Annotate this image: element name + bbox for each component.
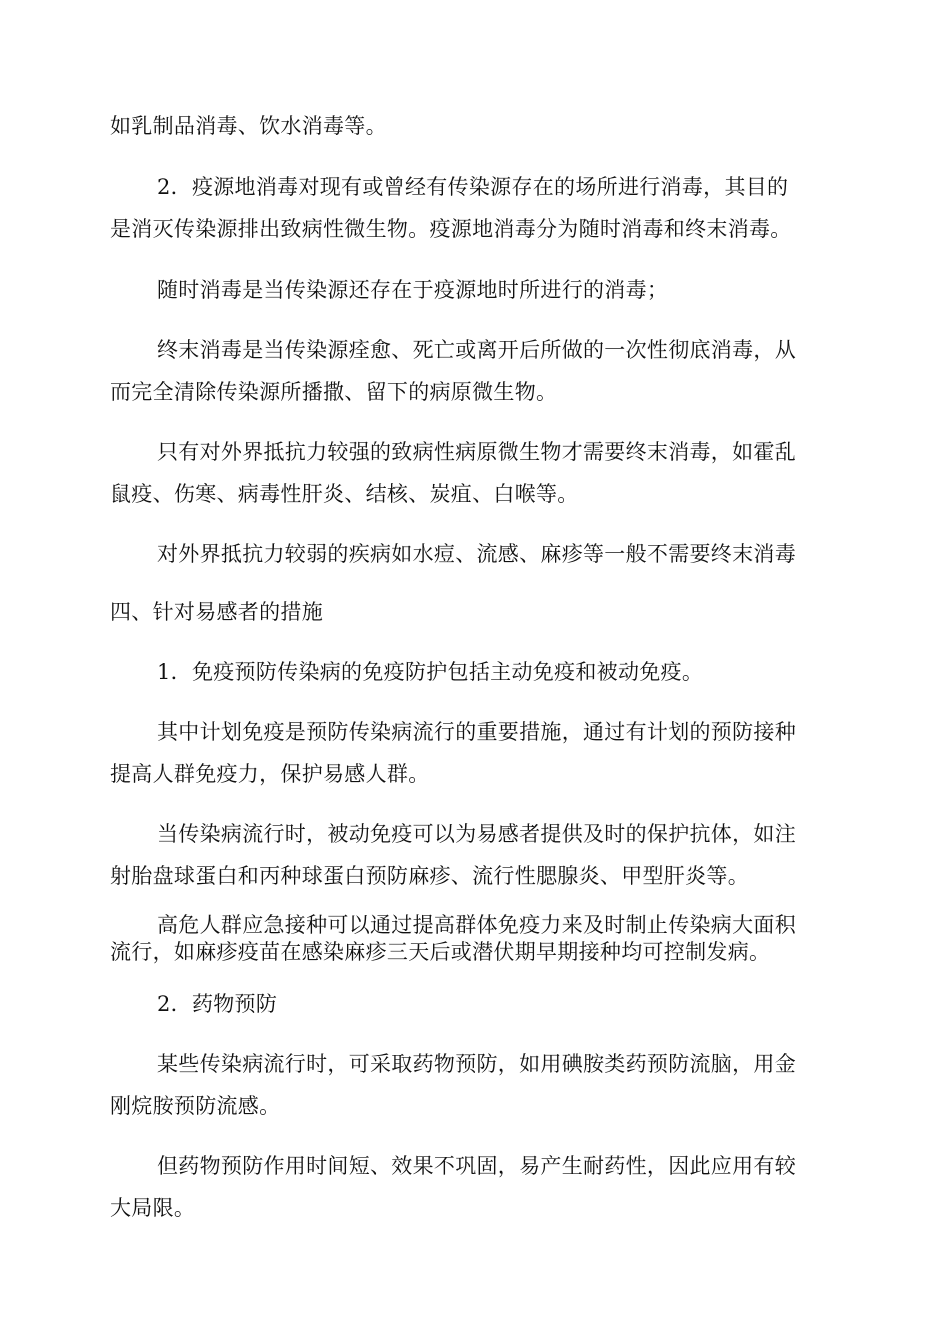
subsection-heading: 2．药物预防 [157,992,278,1016]
text-line: 只有对外界抵抗力较强的致病性病原微生物才需要终末消毒，如霍乱 [157,440,796,464]
text-line: 流行，如麻疹疫苗在感染麻疹三天后或潜伏期早期接种均可控制发病。 [110,940,771,964]
text-line: 1．免疫预防传染病的免疫防护包括主动免疫和被动免疫。 [157,660,704,684]
text-line: 提高人群免疫力，保护易感人群。 [110,762,430,786]
text-line: 而完全清除传染源所播撒、留下的病原微生物。 [110,380,558,404]
text-line: 刚烷胺预防流感。 [110,1094,281,1118]
text-line: 但药物预防作用时间短、效果不巩固，易产生耐药性，因此应用有较 [157,1154,796,1178]
text-line: 终末消毒是当传染源痊愈、死亡或离开后所做的一次性彻底消毒，从 [157,338,796,362]
text-line: 如乳制品消毒、饮水消毒等。 [110,114,387,138]
text-line: 是消灭传染源排出致病性微生物。疫源地消毒分为随时消毒和终末消毒。 [110,217,792,241]
text-line: 随时消毒是当传染源还存在于疫源地时所进行的消毒； [157,278,669,302]
text-line: 当传染病流行时，被动免疫可以为易感者提供及时的保护抗体，如注 [157,822,796,846]
text-line: 射胎盘球蛋白和丙种球蛋白预防麻疹、流行性腮腺炎、甲型肝炎等。 [110,864,749,888]
text-line: 某些传染病流行时，可采取药物预防，如用碘胺类药预防流脑，用金 [157,1052,796,1076]
text-line: 其中计划免疫是预防传染病流行的重要措施，通过有计划的预防接种 [157,720,796,744]
text-line: 鼠疫、伤寒、病毒性肝炎、结核、炭疽、白喉等。 [110,482,579,506]
section-heading: 四、针对易感者的措施 [110,600,323,624]
text-line: 2．疫源地消毒对现有或曾经有传染源存在的场所进行消毒，其目的 [157,175,789,199]
text-line: 对外界抵抗力较弱的疾病如水痘、流感、麻疹等一般不需要终末消毒 [157,542,796,566]
text-line: 高危人群应急接种可以通过提高群体免疫力来及时制止传染病大面积 [157,913,796,937]
text-line: 大局限。 [110,1196,196,1220]
